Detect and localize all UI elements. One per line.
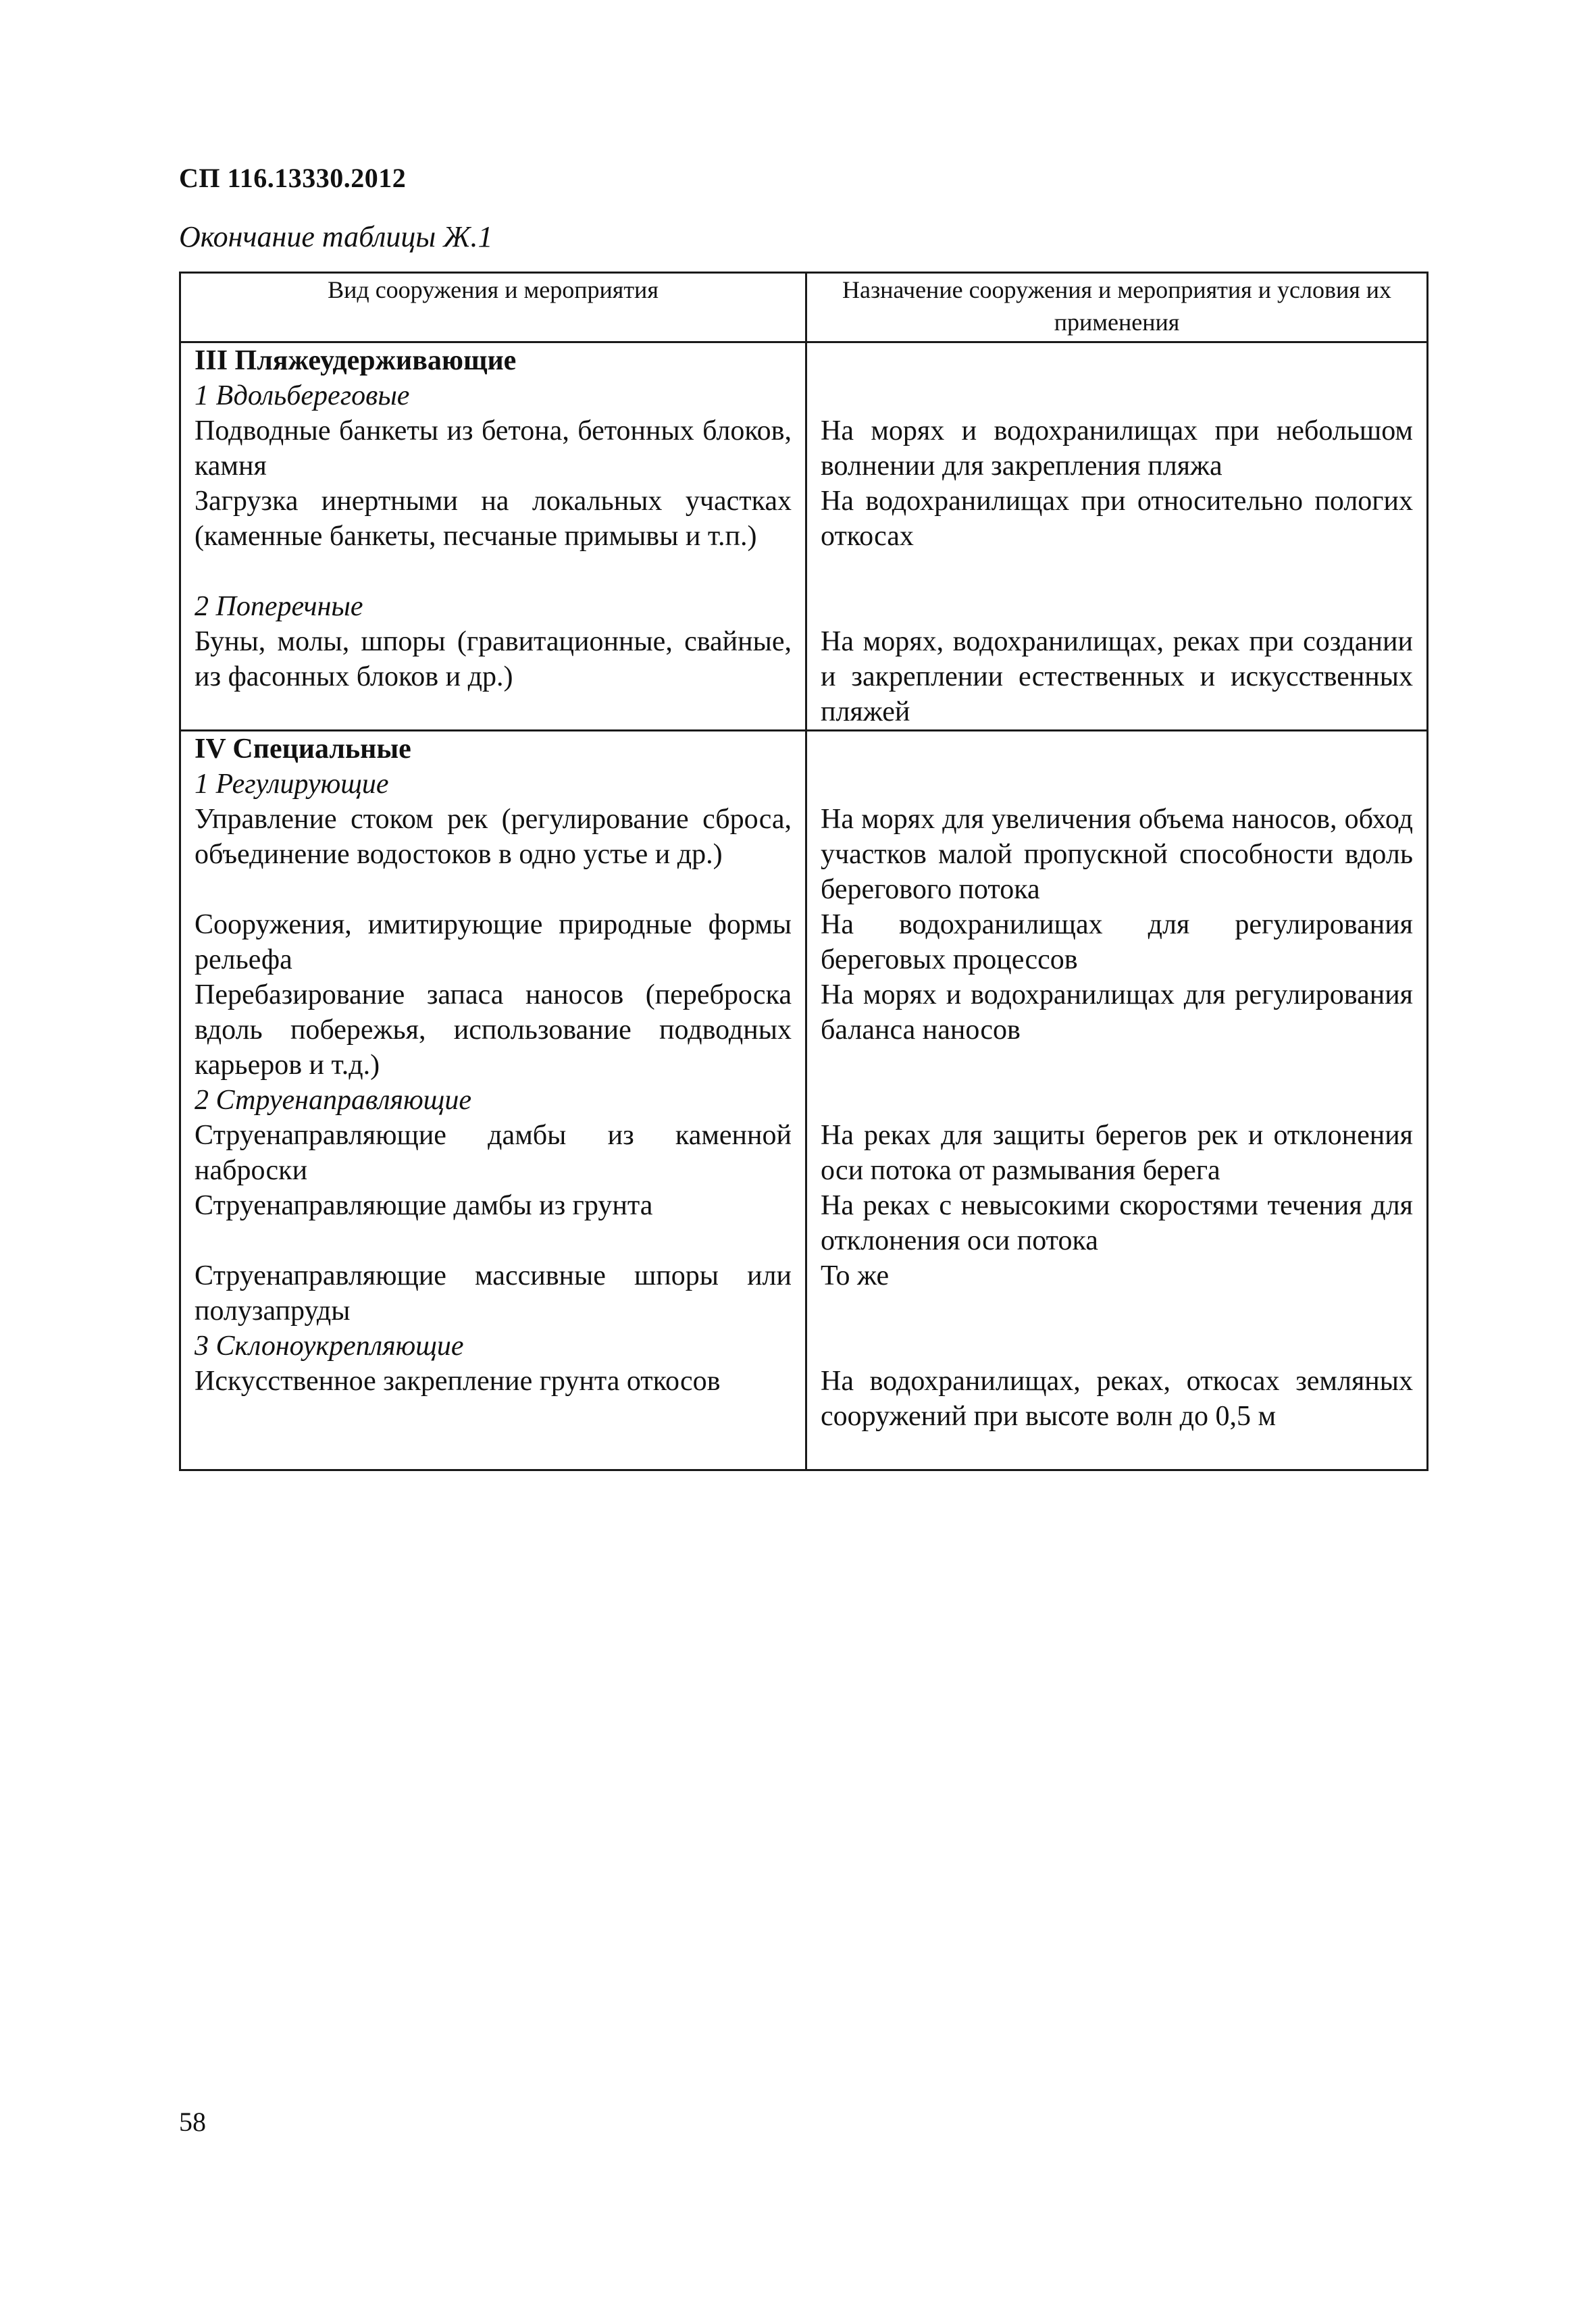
subsection-title: 1 Вдольбереговые [195, 380, 410, 411]
item-purpose: На морях, водохранилищах, реках при создании и закреплении естественных и искусственных пляжей [821, 626, 1413, 727]
section-title: IV Специальные [195, 734, 411, 765]
item-kind: Буны, молы, шпоры (гравитационные, свайные, из фасонных блоков и др.) [195, 626, 792, 692]
document-code: СП 116.13330.2012 [179, 163, 407, 193]
item-kind: Подводные банкеты из бетона, бетонных блоков, камня [195, 415, 792, 482]
table-row-group-iv [180, 731, 1428, 1470]
subsection-title: 2 Поперечные [195, 591, 363, 622]
item-kind: Управление стоком рек (регулирование сброса, объединение водостоков в одно устье и др.) [195, 804, 792, 870]
section-title: III Пляжеудерживающие [195, 345, 517, 376]
subsection-title: 1 Регулирующие [195, 769, 389, 800]
item-purpose: На водохранилищах для регулирования береговых процессов [821, 909, 1413, 975]
item-kind: Перебазирование запаса наносов (переброска вдоль побережья, использование подводных карьеров и т.д.) [195, 979, 792, 1081]
item-purpose: На реках с невысокими скоростями течения для отклонения оси потока [821, 1190, 1413, 1256]
group-iii-purpose-cell [806, 342, 1428, 731]
column-header-purpose: Назначение сооружения и мероприятия и условия их применения [806, 273, 1428, 342]
item-kind: Искусственное закрепление грунта откосов [195, 1366, 721, 1397]
item-kind: Струенаправляющие дамбы из грунта [195, 1190, 653, 1221]
table-header-row [180, 273, 1428, 342]
item-kind: Загрузка инертными на локальных участках (каменные банкеты, песчаные примывы и т.п.) [195, 486, 792, 552]
table-caption: Окончание таблицы Ж.1 [179, 220, 493, 253]
item-kind: Сооружения, имитирующие природные формы рельефа [195, 909, 792, 975]
item-purpose: На водохранилищах, реках, откосах земляных сооружений при высоте волн до 0,5 м [821, 1366, 1413, 1432]
item-kind: Струенаправляющие дамбы из каменной наброски [195, 1120, 792, 1186]
item-kind: Струенаправляющие массивные шпоры или полузапруды [195, 1260, 792, 1327]
item-purpose: На морях для увеличения объема наносов, обход участков малой пропускной способности вдоль берегового потока [821, 804, 1413, 905]
group-iv-kind-cell [180, 731, 806, 1470]
subsection-title: 2 Струенаправляющие [195, 1085, 472, 1116]
item-purpose: На морях и водохранилищах для регулирования баланса наносов [821, 979, 1413, 1046]
item-purpose: То же [821, 1260, 890, 1291]
subsection-title: 3 Склоноукрепляющие [195, 1331, 464, 1362]
table-row-group-iii [180, 342, 1428, 731]
page-number: 58 [179, 2107, 206, 2137]
group-iv-purpose-cell [806, 731, 1428, 1470]
measures-table [179, 272, 1428, 1471]
column-header-kind: Вид сооружения и мероприятия [180, 273, 806, 342]
item-purpose: На морях и водохранилищах при небольшом волнении для закрепления пляжа [821, 415, 1413, 482]
group-iii-kind-cell [180, 342, 806, 731]
item-purpose: На реках для защиты берегов рек и отклонения оси потока от размывания берега [821, 1120, 1413, 1186]
item-purpose: На водохранилищах при относительно пологих откосах [821, 486, 1413, 552]
